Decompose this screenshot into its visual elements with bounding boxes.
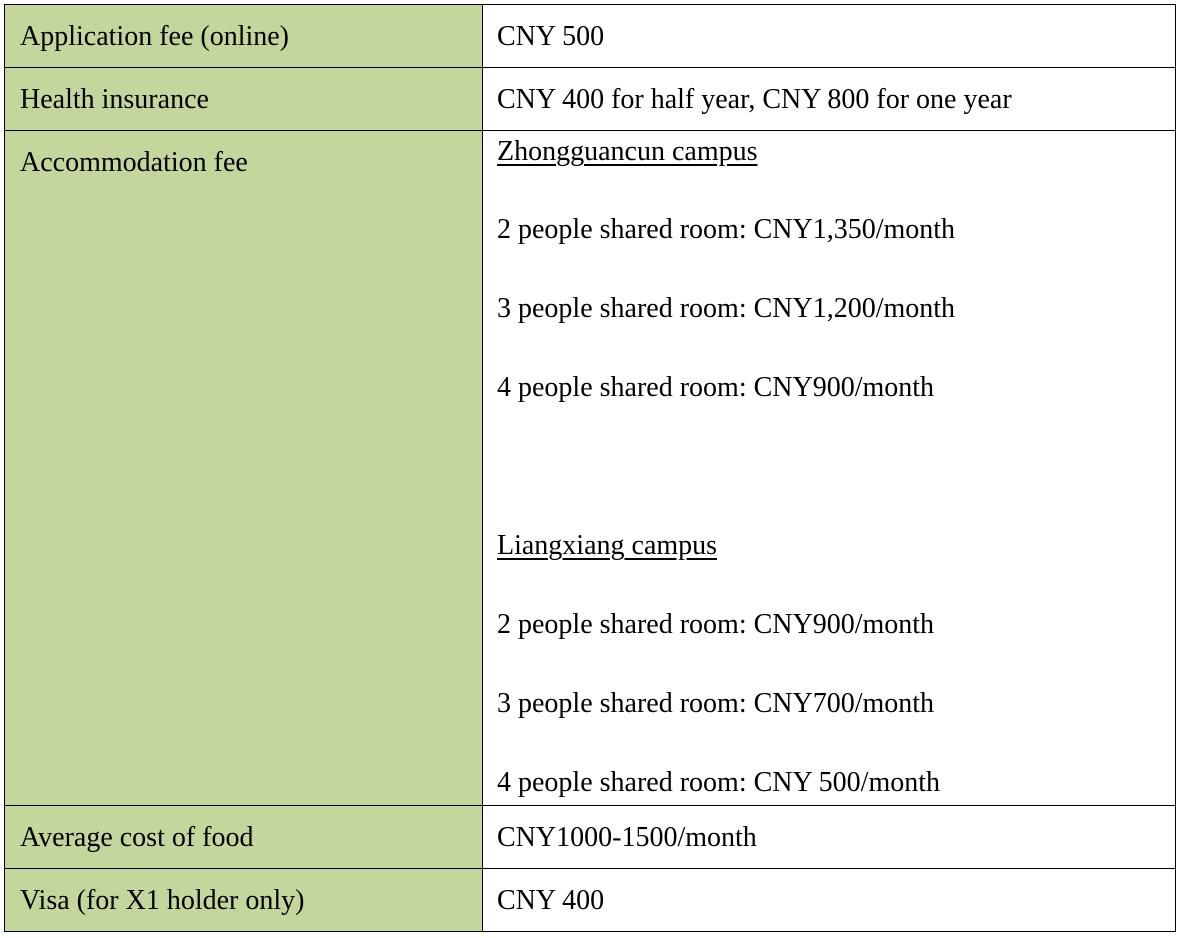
zhongguancun-room-4: 4 people shared room: CNY900/month: [497, 372, 935, 403]
row-value-cell: [483, 131, 1176, 806]
accommodation-fee-label: Accommodation fee: [20, 147, 248, 178]
zhongguancun-room-3: 3 people shared room: CNY1,200/month: [497, 293, 956, 324]
row-label-cell: [5, 131, 483, 806]
zhongguancun-campus-heading: Zhongguancun campus: [497, 136, 758, 167]
application-fee-value: CNY 500: [497, 21, 605, 52]
row-value-cell: [483, 5, 1176, 68]
fees-table: [4, 4, 1176, 932]
row-value-cell: [483, 68, 1176, 131]
table-row: [5, 806, 1176, 869]
liangxiang-room-2: 2 people shared room: CNY900/month: [497, 609, 935, 640]
table-row: [5, 5, 1176, 68]
zhongguancun-room-2: 2 people shared room: CNY1,350/month: [497, 214, 956, 245]
visa-label: Visa (for X1 holder only): [20, 885, 305, 916]
visa-value: CNY 400: [497, 885, 605, 916]
row-value-cell: [483, 869, 1176, 932]
table-row: [5, 131, 1176, 806]
row-value-cell: [483, 806, 1176, 869]
health-insurance-value: CNY 400 for half year, CNY 800 for one year: [497, 84, 1012, 115]
row-label-cell: [5, 869, 483, 932]
row-label-cell: [5, 68, 483, 131]
liangxiang-room-3: 3 people shared room: CNY700/month: [497, 688, 935, 719]
food-cost-value: CNY1000-1500/month: [497, 822, 757, 853]
table-row: [5, 68, 1176, 131]
food-cost-label: Average cost of food: [20, 822, 254, 853]
liangxiang-room-4: 4 people shared room: CNY 500/month: [497, 767, 941, 798]
application-fee-label: Application fee (online): [20, 21, 290, 52]
row-label-cell: [5, 5, 483, 68]
liangxiang-campus-heading: Liangxiang campus: [497, 530, 718, 561]
row-label-cell: [5, 806, 483, 869]
table-row: [5, 869, 1176, 932]
health-insurance-label: Health insurance: [20, 84, 209, 115]
accommodation-details: [497, 131, 1175, 805]
